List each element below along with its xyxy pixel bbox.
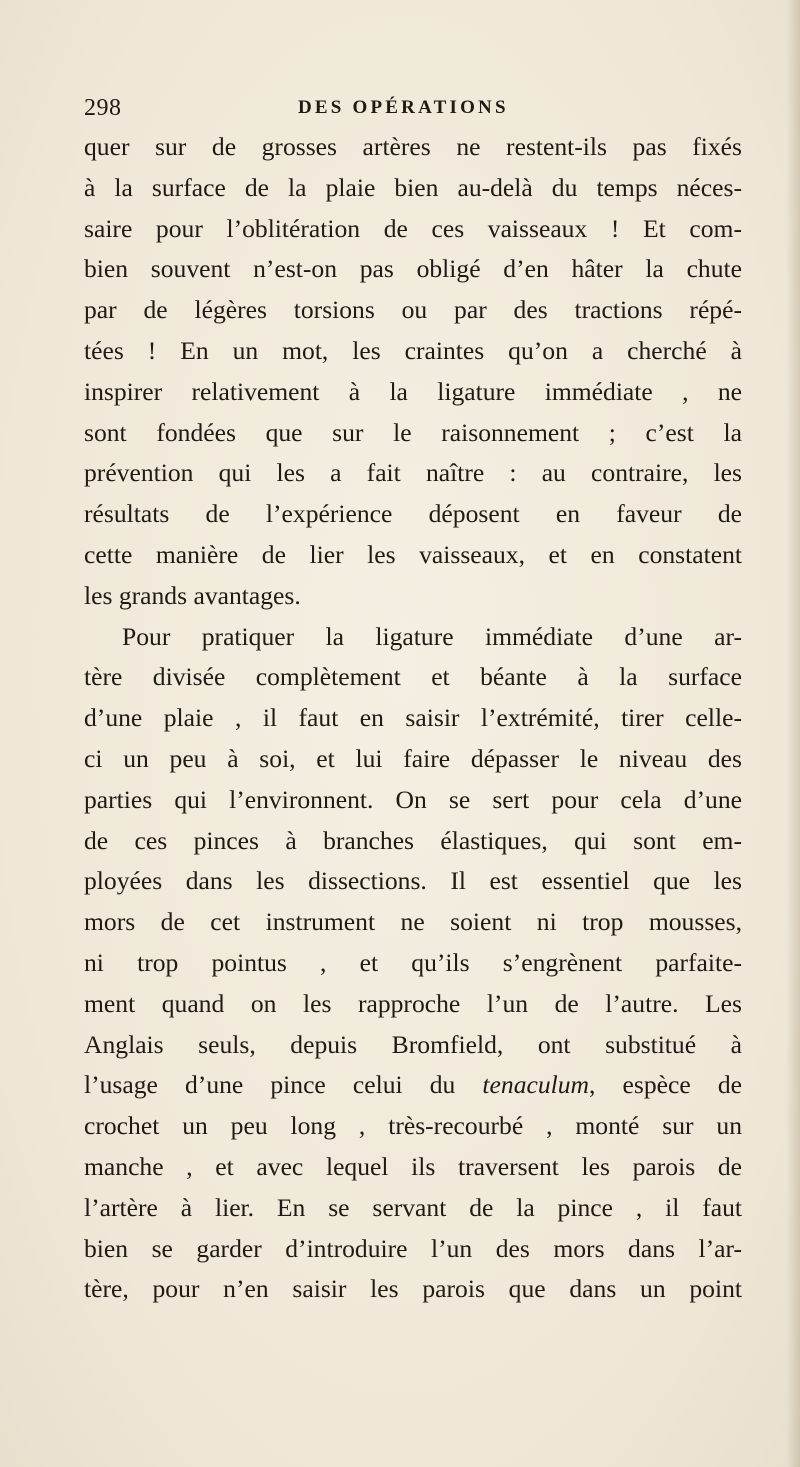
text-line: tées ! En un mot, les craintes qu’on a cherché à	[84, 335, 742, 365]
running-head: DES OPÉRATIONS	[298, 97, 509, 118]
page-edge-shadow	[786, 0, 800, 1467]
text-line: saire pour l’oblitération de ces vaisseaux ! Et com-	[84, 213, 742, 243]
text-line: cette manière de lier les vaisseaux, et en constatent	[84, 539, 742, 569]
text-line: sont fondées que sur le raisonnement ; c’est la	[84, 417, 742, 447]
text-line: par de légères torsions ou par des tractions répé-	[84, 295, 742, 325]
body-text	[84, 127, 742, 1310]
paragraph-start-line: Pour pratiquer la ligature immédiate d’une ar-	[122, 621, 742, 651]
text-line: tère, pour n’en saisir les parois que dans un point	[84, 1274, 742, 1304]
text-line: quer sur de grosses artères ne restent-ils pas fixés	[84, 132, 742, 161]
page-number: 298	[84, 95, 122, 121]
text-line: de ces pinces à branches élastiques, qui sont em-	[84, 825, 742, 855]
text-line: crochet un peu long , très-recourbé , monté sur un	[84, 1111, 742, 1141]
text-line: les grands avantages.	[84, 580, 301, 610]
text-line: manche , et avec lequel ils traversent les parois de	[84, 1151, 742, 1181]
text-line: tère divisée complètement et béante à la surface	[84, 662, 742, 692]
page-header	[84, 95, 724, 125]
text-line: ployées dans les dissections. Il est essentiel que les	[84, 866, 742, 896]
text-line: ni trop pointus , et qu’ils s’engrènent parfaite-	[84, 947, 742, 977]
italic-term: tenaculum	[482, 1070, 590, 1100]
text-line: résultats de l’expérience déposent en faveur de	[84, 499, 742, 529]
text-line: Anglais seuls, depuis Bromfield, ont substitué à	[84, 1029, 742, 1059]
text-line: inspirer relativement à la ligature immédiate , ne	[84, 376, 742, 406]
text-line: prévention qui les a fait naître : au contraire, les	[84, 458, 742, 488]
text-line: mors de cet instrument ne soient ni trop mousses,	[84, 907, 742, 937]
text-line: ci un peu à soi, et lui faire dépasser le niveau des	[84, 743, 742, 773]
text-line: parties qui l’environnent. On se sert pour cela d’une	[84, 784, 742, 814]
text-line: l’usage d’une pince celui du tenaculum, espèce de	[84, 1070, 742, 1100]
text-line: bien se garder d’introduire l’un des mors dans l’ar-	[84, 1233, 742, 1263]
text-line: d’une plaie , il faut en saisir l’extrémité, tirer celle-	[84, 703, 742, 733]
text-line: l’artère à lier. En se servant de la pince , il faut	[84, 1192, 742, 1222]
text-line: à la surface de la plaie bien au-delà du temps néces-	[84, 172, 742, 202]
text-line: bien souvent n’est-on pas obligé d’en hâter la chute	[84, 254, 742, 284]
text-line: ment quand on les rapproche l’un de l’autre. Les	[84, 988, 742, 1018]
